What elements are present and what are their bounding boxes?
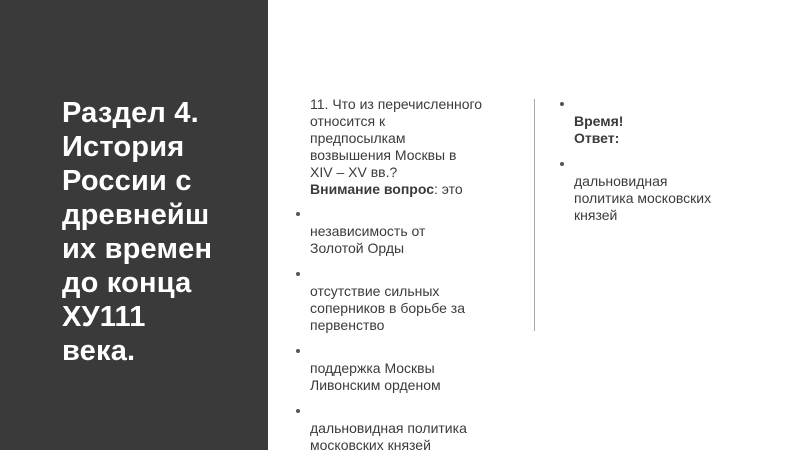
bullet-icon [560, 102, 564, 106]
bullet-icon [296, 349, 300, 353]
answer-option [296, 206, 511, 257]
bullet-icon [296, 409, 300, 413]
bullet-icon [296, 212, 300, 216]
answer-option-text: дальновидная политика московских князей [310, 420, 467, 453]
bullet-icon [296, 272, 300, 276]
answer-option-text: независимость от Золотой Орды [310, 223, 426, 256]
attention-suffix: : это [434, 181, 463, 197]
answer-option [296, 343, 511, 394]
question-column [296, 96, 511, 463]
bullet-icon [560, 162, 564, 166]
time-answer-item [560, 96, 760, 147]
question-text: 11. Что из перечисленного относится к предпосылкам возвышения Москвы в XIV – XV вв.? [310, 96, 483, 180]
answer-option [296, 403, 511, 454]
time-answer-label: Время! Ответ: [574, 113, 624, 146]
answer-option [296, 266, 511, 334]
title-panel [0, 0, 268, 450]
attention-label: Внимание вопрос [310, 181, 435, 197]
correct-answer-text: дальновидная политика московских князей [574, 173, 712, 223]
correct-answer-item [560, 156, 760, 224]
answer-option-text: отсутствие сильных соперников в борьбе за первенство [310, 283, 465, 333]
question [296, 96, 511, 198]
answer-option-text: поддержка Москвы Ливонским орденом [310, 360, 441, 393]
column-divider [534, 99, 535, 331]
answer-column [560, 96, 760, 233]
section-title: Раздел 4. История России с древнейш их времен до конца ХУ111 века. [62, 97, 213, 367]
